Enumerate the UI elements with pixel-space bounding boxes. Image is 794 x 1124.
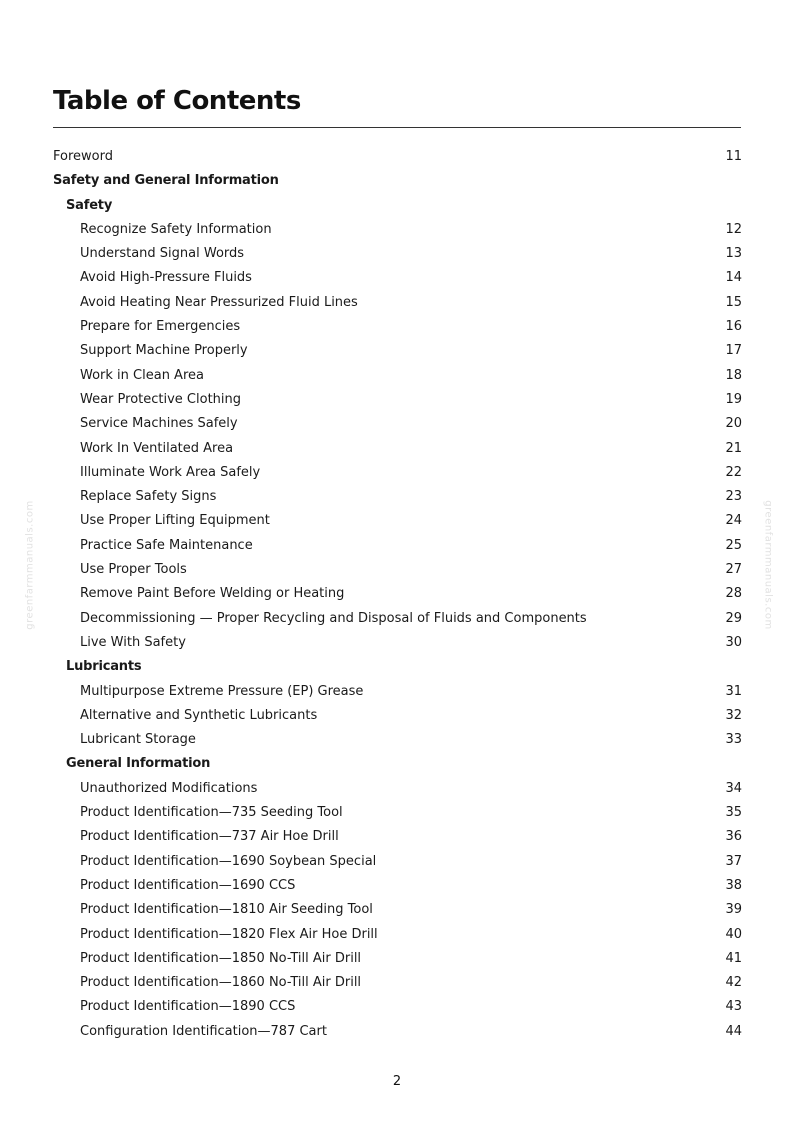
toc-entry-label: Product Identification—1890 CCS [80, 999, 296, 1015]
toc-entry[interactable] [53, 461, 742, 485]
toc-entry[interactable] [53, 412, 742, 436]
toc-entry-label: Unauthorized Modifications [80, 780, 258, 796]
toc-entry[interactable] [53, 437, 742, 461]
toc-entry-page: 36 [725, 829, 742, 845]
toc-entry[interactable] [53, 534, 742, 558]
toc-entry-label: Understand Signal Words [80, 246, 245, 262]
toc-entry[interactable] [53, 266, 742, 290]
watermark-left: greenfarmmanuals.com [24, 500, 36, 630]
toc-entry[interactable] [53, 558, 742, 582]
toc-entry-label: Live With Safety [80, 634, 186, 650]
toc-entry-label: Work In Ventilated Area [80, 440, 234, 456]
toc-entry[interactable] [53, 971, 742, 995]
toc-entry[interactable] [53, 898, 742, 922]
toc-section-heading [53, 169, 742, 193]
toc-entry-page: 39 [725, 902, 742, 918]
toc-entry[interactable] [53, 1020, 742, 1044]
toc-entry-page: 32 [725, 707, 742, 723]
toc-entry[interactable] [53, 582, 742, 606]
toc-entry[interactable] [53, 509, 742, 533]
toc-entry-page: 33 [725, 732, 742, 748]
toc-entry[interactable] [53, 947, 742, 971]
toc-entry-label: Remove Paint Before Welding or Heating [80, 586, 345, 602]
title-divider [53, 127, 741, 128]
toc-entry-label: Product Identification—1860 No-Till Air Drill [80, 975, 362, 991]
toc-entry[interactable] [53, 728, 742, 752]
toc-entry[interactable] [53, 923, 742, 947]
toc-entry-page: 18 [725, 367, 742, 383]
toc-entry-label: Use Proper Lifting Equipment [80, 513, 270, 529]
toc-entry-label: Safety and General Information [53, 173, 279, 189]
toc-entry-label: Support Machine Properly [80, 343, 248, 359]
toc-entry-label: Product Identification—1810 Air Seeding Tool [80, 902, 373, 918]
page-title: Table of Contents [53, 86, 301, 116]
toc-entry-label: Prepare for Emergencies [80, 319, 241, 335]
toc-entry-page: 40 [725, 926, 742, 942]
toc-entry-page: 31 [725, 683, 742, 699]
toc-entry-label: Product Identification—737 Air Hoe Drill [80, 829, 339, 845]
toc-entry-page: 15 [725, 294, 742, 310]
toc-entry-page: 38 [725, 877, 742, 893]
toc-entry-page: 25 [725, 537, 742, 553]
toc-entry-label: Work in Clean Area [80, 367, 204, 383]
toc-entry[interactable] [53, 680, 742, 704]
toc-entry-label: Wear Protective Clothing [80, 391, 242, 407]
toc-entry-page: 41 [725, 950, 742, 966]
toc-list [53, 145, 742, 1044]
toc-entry-label: Lubricants [66, 659, 142, 675]
toc-entry-label: Avoid Heating Near Pressurized Fluid Lines [80, 294, 358, 310]
toc-section-heading [53, 655, 742, 679]
toc-entry[interactable] [53, 218, 742, 242]
toc-entry-label: Product Identification—1690 Soybean Special [80, 853, 377, 869]
toc-entry-page: 11 [725, 149, 742, 164]
toc-entry-label: Decommissioning — Proper Recycling and Disposal of Fluids and Components [80, 610, 587, 626]
toc-entry-label: Service Machines Safely [80, 416, 238, 432]
toc-entry-label: Foreword [53, 149, 113, 164]
toc-entry[interactable] [53, 291, 742, 315]
toc-entry-label: Safety [66, 197, 113, 213]
toc-entry-page: 30 [725, 634, 742, 650]
watermark-right: greenfarmmanuals.com [762, 500, 774, 630]
toc-entry-page: 43 [725, 999, 742, 1015]
toc-entry-label: Product Identification—1690 CCS [80, 877, 296, 893]
toc-entry-page: 19 [725, 391, 742, 407]
toc-entry-page: 24 [725, 513, 742, 529]
toc-entry-label: Alternative and Synthetic Lubricants [80, 707, 318, 723]
toc-entry[interactable] [53, 995, 742, 1019]
toc-entry-label: Avoid High-Pressure Fluids [80, 270, 252, 286]
toc-entry-page: 28 [725, 586, 742, 602]
toc-entry[interactable] [53, 339, 742, 363]
toc-entry[interactable] [53, 850, 742, 874]
toc-entry-page: 17 [725, 343, 742, 359]
toc-entry-label: General Information [66, 756, 211, 772]
toc-entry[interactable] [53, 631, 742, 655]
toc-entry[interactable] [53, 777, 742, 801]
toc-entry[interactable] [53, 485, 742, 509]
toc-entry-page: 29 [725, 610, 742, 626]
toc-entry-page: 21 [725, 440, 742, 456]
toc-entry-page: 27 [725, 562, 742, 578]
toc-entry-label: Configuration Identification—787 Cart [80, 1023, 327, 1039]
toc-entry[interactable] [53, 704, 742, 728]
toc-entry-page: 37 [725, 853, 742, 869]
toc-section-heading [53, 752, 742, 776]
toc-entry-page: 34 [725, 780, 742, 796]
toc-entry-label: Recognize Safety Information [80, 221, 272, 237]
toc-entry-label: Product Identification—735 Seeding Tool [80, 805, 343, 821]
toc-entry-label: Practice Safe Maintenance [80, 537, 253, 553]
toc-entry-page: 22 [725, 464, 742, 480]
toc-entry[interactable] [53, 388, 742, 412]
toc-entry-page: 20 [725, 416, 742, 432]
page-number: 2 [392, 1074, 402, 1089]
toc-entry-page: 14 [725, 270, 742, 286]
toc-entry[interactable] [53, 364, 742, 388]
toc-entry[interactable] [53, 874, 742, 898]
toc-entry-page: 16 [725, 319, 742, 335]
toc-entry[interactable] [53, 607, 742, 631]
toc-entry-page: 23 [725, 489, 742, 505]
toc-entry-label: Multipurpose Extreme Pressure (EP) Grease [80, 683, 364, 699]
toc-entry-label: Use Proper Tools [80, 562, 187, 578]
toc-entry-label: Product Identification—1820 Flex Air Hoe Drill [80, 926, 378, 942]
toc-entry[interactable] [53, 315, 742, 339]
toc-entry-page: 35 [725, 805, 742, 821]
toc-entry-page: 13 [725, 246, 742, 262]
toc-entry[interactable] [53, 242, 742, 266]
toc-entry[interactable] [53, 825, 742, 849]
toc-entry-label: Illuminate Work Area Safely [80, 464, 261, 480]
toc-entry-label: Replace Safety Signs [80, 489, 217, 505]
toc-entry-label: Product Identification—1850 No-Till Air Drill [80, 950, 362, 966]
toc-entry-page: 12 [725, 221, 742, 237]
toc-section-heading [53, 194, 742, 218]
toc-entry-page: 44 [725, 1023, 742, 1039]
toc-entry-page: 42 [725, 975, 742, 991]
toc-entry-label: Lubricant Storage [80, 732, 196, 748]
toc-entry[interactable] [53, 145, 742, 169]
toc-entry[interactable] [53, 801, 742, 825]
